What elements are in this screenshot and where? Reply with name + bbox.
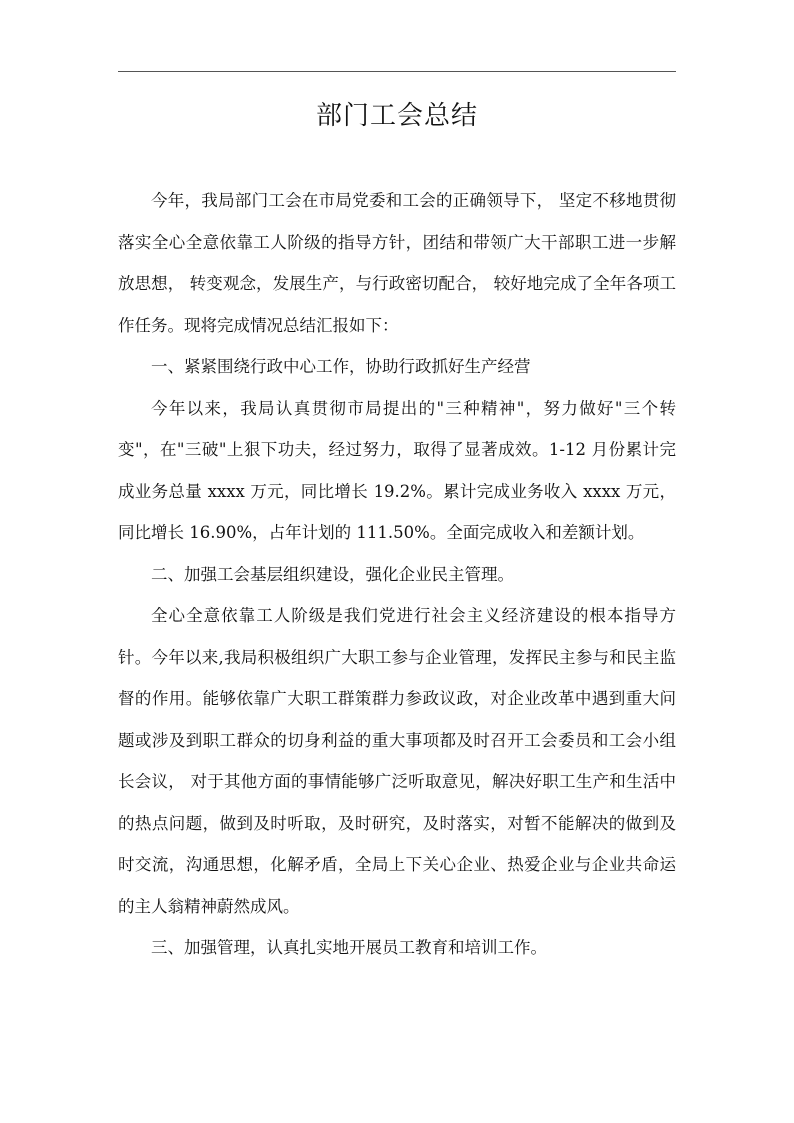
section-heading-2: 二、加强工会基层组织建设，强化企业民主管理。 bbox=[151, 564, 514, 584]
section-heading-3: 三、加强管理，认真扎实地开展员工教育和培训工作。 bbox=[151, 938, 547, 957]
header-rule bbox=[118, 71, 676, 72]
document-title: 部门工会总结 bbox=[315, 101, 478, 131]
intro-paragraph: 今年，我局部门工会在市局党委和工会的正确领导下， 坚定不移地贯彻落实全心全意依靠工人阶级的指导方针，团结和带领广大干部职工进一步解放思想， 转变观念，发展生产，与行政密切配合， 较好地完成了全年各项工作任务。现将完成情况总结汇报如下： bbox=[118, 191, 676, 335]
document-body bbox=[118, 180, 676, 969]
section-1-paragraph: 今年以来，我局认真贯彻市局提出的"三种精神"，努力做好"三个转变"，在"三破"上狠下功夫，经过努力，取得了显著成效。1-12 月份累计完成业务总量 xxxx 万元，同比增长 19.2%。累计完成业务收入 xxxx 万元，同比增长 16.90%，占年计划的 111.50%。全面完成收入和差额计划。 bbox=[118, 398, 676, 542]
section-2-paragraph: 全心全意依靠工人阶级是我们党进行社会主义经济建设的根本指导方针。今年以来,我局积极组织广大职工参与企业管理，发挥民主参与和民主监督的作用。能够依靠广大职工群策群力参政议政，对企业改革中遇到重大问题或涉及到职工群众的切身利益的重大事项都及时召开工会委员和工会小组长会议， 对于其他方面的事情能够广泛听取意见，解决好职工生产和生活中的热点问题，做到及时听取，及时研究，及时落实，对暂不能解决的做到及时交流，沟通思想，化解矛盾，全局上下关心企业、热爱企业与企业共命运的主人翁精神蔚然成风。 bbox=[118, 606, 676, 916]
section-heading-1: 一、紧紧围绕行政中心工作，协助行政抓好生产经营 bbox=[151, 357, 531, 376]
